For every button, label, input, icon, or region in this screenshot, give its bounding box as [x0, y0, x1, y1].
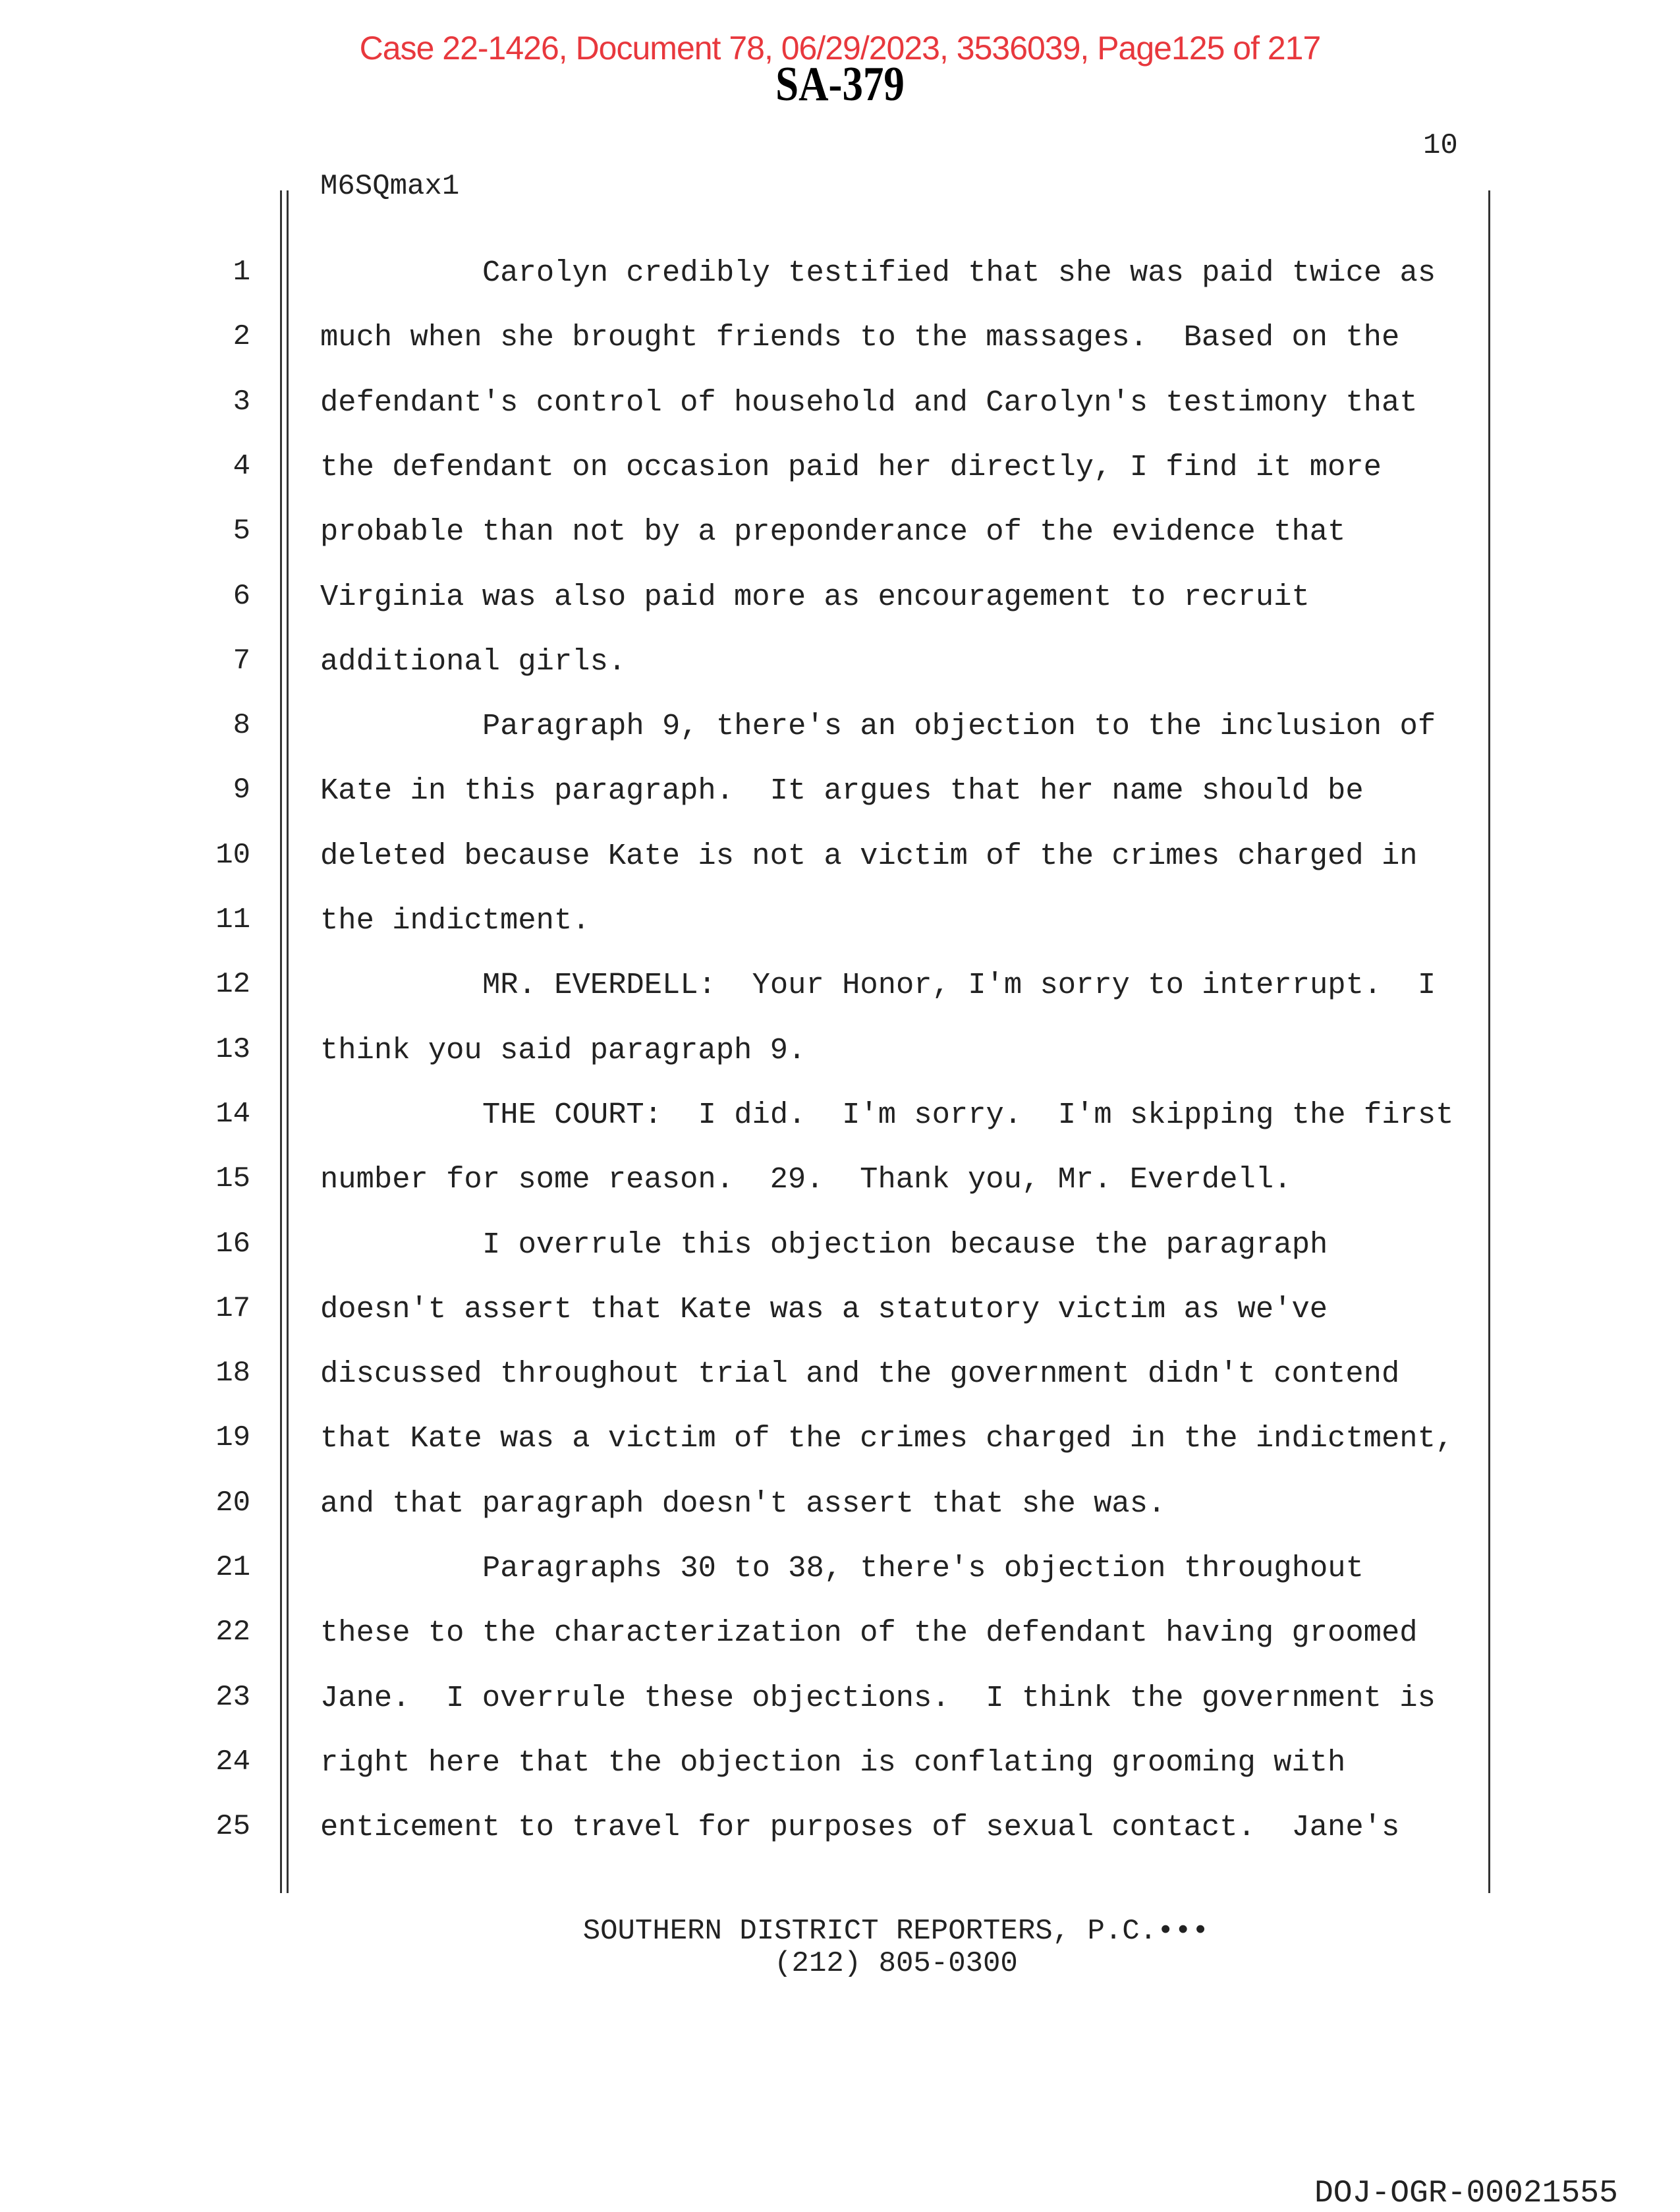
line-number: 6	[233, 579, 250, 613]
line-text: think you said paragraph 9.	[320, 1033, 806, 1067]
line-text: probable than not by a preponderance of the evidence that	[320, 515, 1346, 550]
left-margin-rule-inner	[287, 190, 289, 1893]
line-text: discussed throughout trial and the government didn't contend	[320, 1357, 1400, 1392]
line-number: 15	[215, 1162, 250, 1196]
line-text: MR. EVERDELL: Your Honor, I'm sorry to interrupt. I	[482, 968, 1436, 1003]
line-number: 22	[215, 1616, 250, 1649]
line-number: 4	[233, 449, 250, 483]
line-number: 9	[233, 774, 250, 807]
line-number: 8	[233, 709, 250, 743]
line-number: 3	[233, 385, 250, 418]
line-text: doesn't assert that Kate was a statutory victim as we've	[320, 1291, 1328, 1326]
line-number: 13	[215, 1033, 250, 1066]
right-margin-rule	[1488, 190, 1490, 1893]
transcript-code: M6SQmax1	[320, 170, 460, 203]
line-number: 11	[215, 903, 250, 936]
line-number: 16	[215, 1227, 250, 1261]
line-text: right here that the objection is conflating grooming with	[320, 1745, 1346, 1780]
line-number: 21	[215, 1551, 250, 1584]
line-number: 14	[215, 1097, 250, 1131]
page-number: 10	[1423, 129, 1458, 162]
exhibit-number: SA-379	[775, 57, 905, 111]
line-text: number for some reason. 29. Thank you, Mr. Everdell.	[320, 1162, 1292, 1197]
line-text: these to the characterization of the defendant having groomed	[320, 1616, 1418, 1651]
line-text: defendant's control of household and Carolyn's testimony that	[320, 385, 1418, 420]
line-text: that Kate was a victim of the crimes charged in the indictment,	[320, 1421, 1454, 1456]
line-number: 1	[233, 256, 250, 289]
line-number: 7	[233, 644, 250, 677]
line-number: 23	[215, 1680, 250, 1714]
line-text: the defendant on occasion paid her directly, I find it more	[320, 449, 1382, 484]
line-text: THE COURT: I did. I'm sorry. I'm skipping the first	[482, 1097, 1454, 1132]
line-text: Paragraph 9, there's an objection to the inclusion of	[482, 709, 1436, 744]
line-number: 5	[233, 515, 250, 548]
line-text: I overrule this objection because the paragraph	[482, 1227, 1328, 1262]
line-text: Virginia was also paid more as encouragement to recruit	[320, 579, 1310, 614]
line-number: 18	[215, 1357, 250, 1390]
reporter-phone: (212) 805-0300	[774, 1947, 1018, 1980]
line-text: deleted because Kate is not a victim of the crimes charged in	[320, 838, 1418, 873]
line-text: Kate in this paragraph. It argues that her name should be	[320, 774, 1364, 808]
line-text: the indictment.	[320, 903, 590, 938]
line-number: 12	[215, 968, 250, 1002]
line-text: much when she brought friends to the massages. Based on the	[320, 320, 1400, 355]
line-text: additional girls.	[320, 644, 627, 679]
line-number: 19	[215, 1421, 250, 1455]
left-margin-rule	[280, 190, 282, 1893]
reporter-name: SOUTHERN DISTRICT REPORTERS, P.C.•••	[582, 1915, 1210, 1948]
line-text: and that paragraph doesn't assert that she was.	[320, 1486, 1166, 1521]
line-text: Paragraphs 30 to 38, there's objection throughout	[482, 1551, 1364, 1585]
bates-number: DOJ-OGR-00021555	[1314, 2176, 1618, 2211]
line-text: enticement to travel for purposes of sexual contact. Jane's	[320, 1810, 1400, 1845]
line-number: 24	[215, 1745, 250, 1778]
line-number: 17	[215, 1291, 250, 1325]
line-text: Carolyn credibly testified that she was paid twice as	[482, 256, 1436, 290]
line-text: Jane. I overrule these objections. I think the government is	[320, 1680, 1436, 1715]
line-number: 20	[215, 1486, 250, 1519]
line-number: 25	[215, 1810, 250, 1844]
line-number: 10	[215, 838, 250, 872]
case-stamp: Case 22-1426, Document 78, 06/29/2023, 3536039, Page125 of 217	[359, 30, 1321, 67]
line-number: 2	[233, 320, 250, 354]
